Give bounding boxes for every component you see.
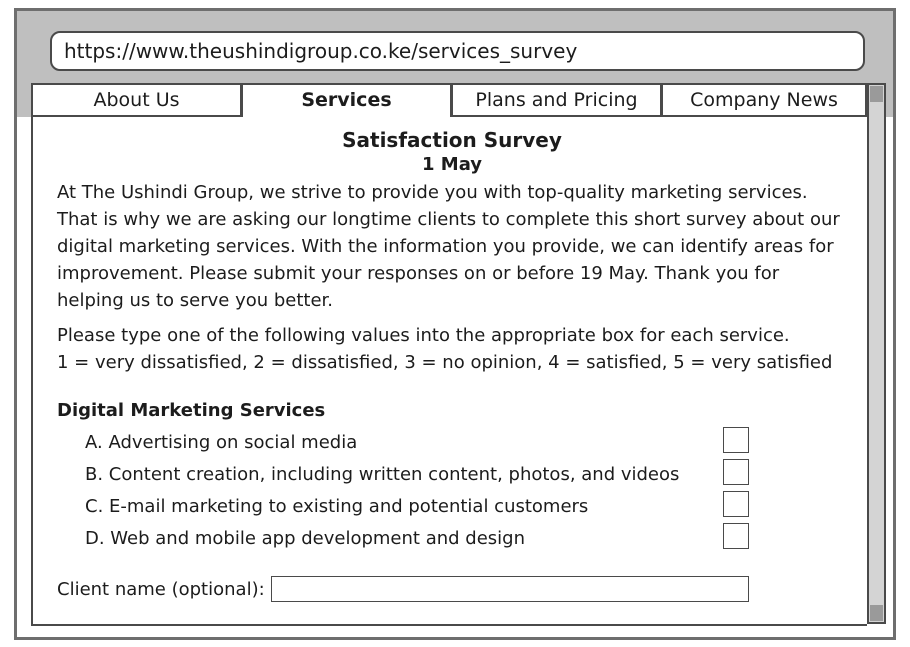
- intro-paragraph: At The Ushindi Group, we strive to provide you with top-quality marketing services. That is why we are asking our longtime clients to complete this short survey about our digital marketing services. With the information you provide, we can identify areas for improvement. Please submit your responses on or before 19 May. Thank you for helping us to serve you better.: [57, 182, 840, 311]
- rating-input-c[interactable]: [723, 491, 749, 517]
- tab-company-news[interactable]: Company News: [661, 83, 867, 117]
- scroll-up-handle[interactable]: [870, 86, 883, 102]
- rating-input-b[interactable]: [723, 459, 749, 485]
- page-title: Satisfaction Survey: [342, 128, 562, 152]
- client-name-label: Client name (optional):: [57, 578, 265, 600]
- survey-item-c: [57, 490, 847, 522]
- survey-item-label: B. Content creation, including written content, photos, and videos: [85, 463, 680, 485]
- survey-item-label: D. Web and mobile app development and design: [85, 527, 525, 549]
- url-text: https://www.theushindigroup.co.ke/services_survey: [64, 39, 578, 63]
- client-name-row: [57, 574, 847, 604]
- tab-plans-and-pricing[interactable]: Plans and Pricing: [451, 83, 661, 117]
- section-title: Digital Marketing Services: [57, 400, 326, 421]
- client-name-input[interactable]: [271, 576, 749, 602]
- survey-item-d: [57, 522, 847, 554]
- tab-services[interactable]: Services: [241, 83, 451, 119]
- survey-item-label: A. Advertising on social media: [85, 431, 358, 453]
- instruction-line: Please type one of the following values into the appropriate box for each service.: [57, 325, 790, 346]
- scroll-down-handle[interactable]: [870, 605, 883, 621]
- nav-tabs: [31, 83, 867, 117]
- address-bar[interactable]: [50, 31, 865, 71]
- browser-window: [14, 8, 896, 640]
- survey-item-a: [57, 426, 847, 458]
- survey-date: 1 May: [421, 154, 483, 175]
- vertical-scrollbar[interactable]: [867, 83, 886, 624]
- instructions: [57, 322, 847, 376]
- rating-scale-legend: 1 = very dissatisfied, 2 = dissatisfied, 3 = no opinion, 4 = satisfied, 5 = very satisfied: [57, 352, 833, 373]
- survey-item-b: [57, 458, 847, 490]
- tab-about-us[interactable]: About Us: [31, 83, 241, 117]
- rating-input-a[interactable]: [723, 427, 749, 453]
- survey-item-label: C. E-mail marketing to existing and potential customers: [85, 495, 589, 517]
- rating-input-d[interactable]: [723, 523, 749, 549]
- page-content: [31, 117, 867, 626]
